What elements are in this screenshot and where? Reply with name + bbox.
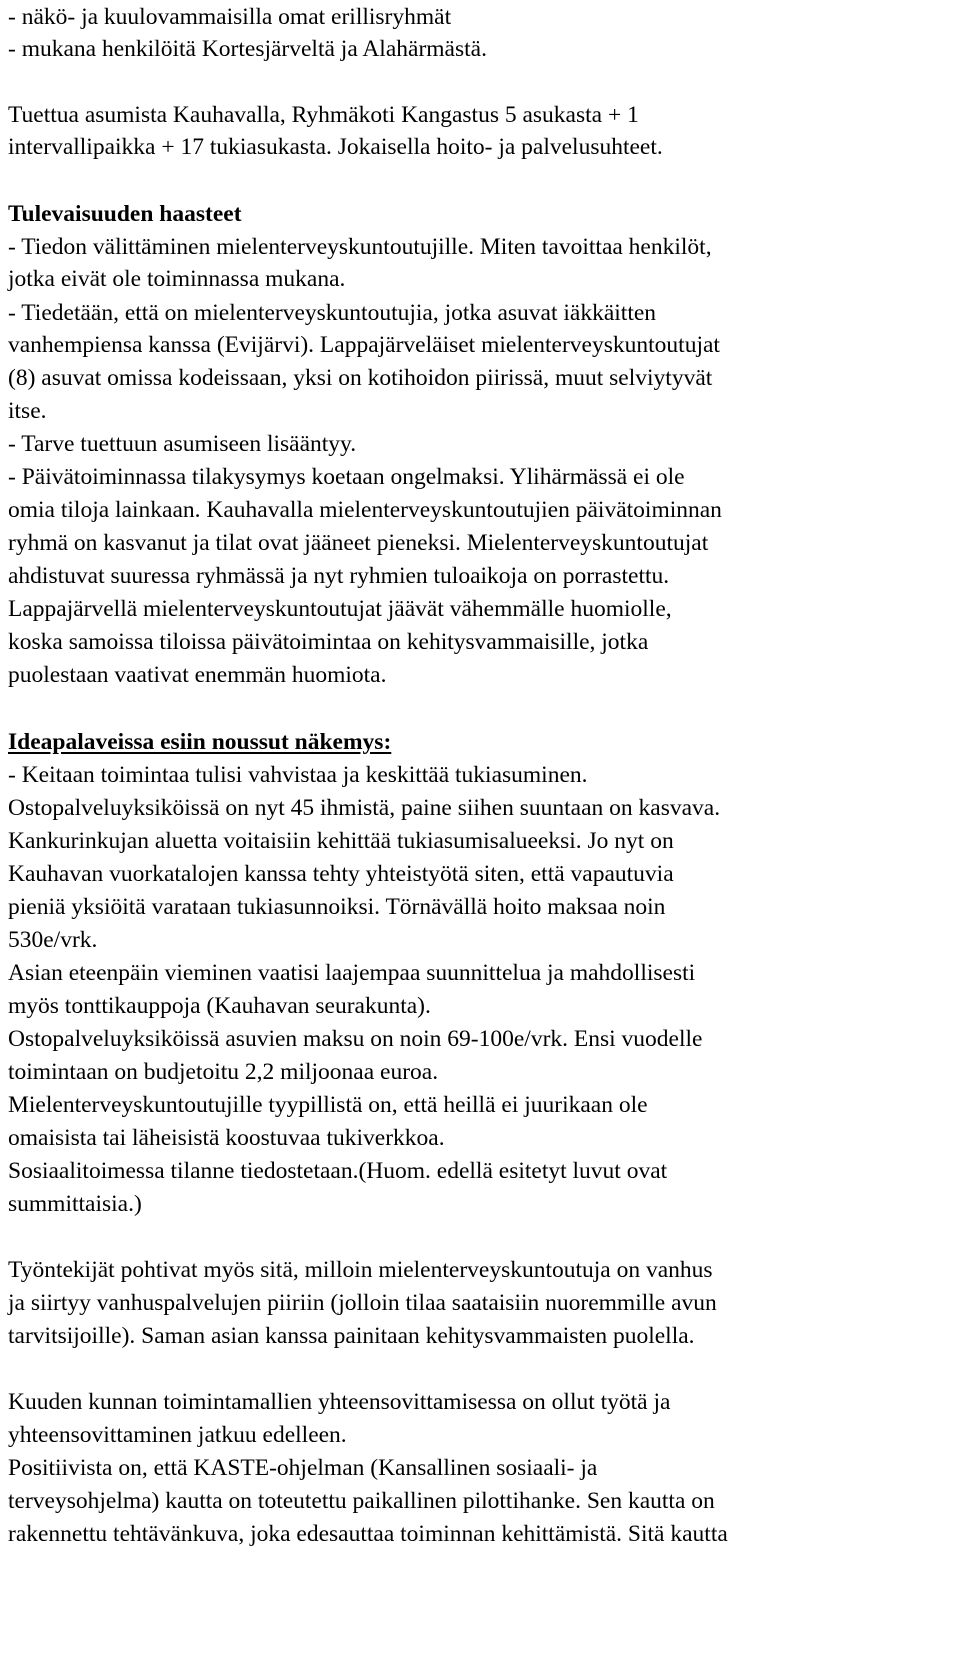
text-line: Asian eteenpäin vieminen vaatisi laajempaa suunnittelua ja mahdollisesti — [8, 960, 696, 986]
section-heading: Ideapalaveissa esiin noussut näkemys: — [8, 729, 392, 755]
text-line: Ostopalveluyksiköissä asuvien maksu on noin 69-100e/vrk. Ensi vuodelle — [8, 1026, 703, 1052]
text-line: - Päivätoiminnassa tilakysymys koetaan ongelmaksi. Ylihärmässä ei ole — [8, 464, 685, 490]
text-line: omaisista tai läheisistä koostuvaa tukiverkkoa. — [8, 1125, 445, 1151]
text-line: - mukana henkilöitä Kortesjärveltä ja Alahärmästä. — [8, 36, 487, 62]
text-line: tarvitsijoille). Saman asian kanssa painitaan kehitysvammaisten puolella. — [8, 1323, 695, 1349]
text-line: Lappajärvellä mielenterveyskuntoutujat jäävät vähemmälle huomiolle, — [8, 596, 672, 622]
text-line: koska samoissa tiloissa päivätoimintaa on kehitysvammaisille, jotka — [8, 629, 649, 655]
text-line: toimintaan on budjetoitu 2,2 miljoonaa euroa. — [8, 1059, 439, 1085]
text-line: omia tiloja lainkaan. Kauhavalla mielenterveyskuntoutujien päivätoiminnan — [8, 497, 722, 523]
text-line: summittaisia.) — [8, 1191, 142, 1217]
text-line: - Keitaan toimintaa tulisi vahvistaa ja keskittää tukiasuminen. — [8, 762, 588, 788]
text-line: pieniä yksiöitä varataan tukiasunnoiksi. Törnävällä hoito maksaa noin — [8, 894, 666, 920]
text-line: - näkö- ja kuulovammaisilla omat erillisryhmät — [8, 4, 452, 30]
text-line: terveysohjelma) kautta on toteutettu paikallinen pilottihanke. Sen kautta on — [8, 1488, 715, 1514]
text-line: jotka eivät ole toiminnassa mukana. — [8, 266, 346, 292]
text-line: rakennettu tehtävänkuva, joka edesauttaa toiminnan kehittämistä. Sitä kautta — [8, 1521, 728, 1547]
text-line: ja siirtyy vanhuspalvelujen piiriin (jolloin tilaa saataisiin nuoremmille avun — [8, 1290, 717, 1316]
text-line: 530e/vrk. — [8, 927, 98, 953]
text-line: vanhempiensa kanssa (Evijärvi). Lappajärveläiset mielenterveyskuntoutujat — [8, 332, 720, 358]
text-line: - Tiedon välittäminen mielenterveyskuntoutujille. Miten tavoittaa henkilöt, — [8, 234, 712, 260]
text-line: puolestaan vaativat enemmän huomiota. — [8, 662, 387, 688]
text-line: Sosiaalitoimessa tilanne tiedostetaan.(Huom. edellä esitetyt luvut ovat — [8, 1158, 668, 1184]
text-line: Kuuden kunnan toimintamallien yhteensovittamisessa on ollut työtä ja — [8, 1389, 671, 1415]
text-line: Ostopalveluyksiköissä on nyt 45 ihmistä, paine siihen suuntaan on kasvava. — [8, 795, 721, 821]
text-line: Kankurinkujan aluetta voitaisiin kehittää tukiasumisalueeksi. Jo nyt on — [8, 828, 674, 854]
text-line: ahdistuvat suuressa ryhmässä ja nyt ryhmien tuloaikoja on porrastettu. — [8, 563, 670, 589]
text-line: itse. — [8, 398, 47, 424]
text-line: Työntekijät pohtivat myös sitä, milloin mielenterveyskuntoutuja on vanhus — [8, 1257, 713, 1283]
text-line: - Tarve tuettuun asumiseen lisääntyy. — [8, 431, 357, 457]
section-heading: Tulevaisuuden haasteet — [8, 201, 242, 227]
text-line: Mielenterveyskuntoutujille tyypillistä on, että heillä ei juurikaan ole — [8, 1092, 648, 1118]
text-line: yhteensovittaminen jatkuu edelleen. — [8, 1422, 347, 1448]
text-line: ryhmä on kasvanut ja tilat ovat jääneet pieneksi. Mielenterveyskuntoutujat — [8, 530, 709, 556]
text-line: Kauhavan vuorkatalojen kanssa tehty yhteistyötä siten, että vapautuvia — [8, 861, 674, 887]
text-line: intervallipaikka + 17 tukiasukasta. Jokaisella hoito- ja palvelusuhteet. — [8, 134, 663, 160]
text-line: - Tiedetään, että on mielenterveyskuntoutujia, jotka asuvat iäkkäitten — [8, 300, 657, 326]
text-line: Tuettua asumista Kauhavalla, Ryhmäkoti Kangastus 5 asukasta + 1 — [8, 102, 639, 128]
text-line: (8) asuvat omissa kodeissaan, yksi on kotihoidon piirissä, muut selviytyvät — [8, 365, 713, 391]
text-line: myös tonttikauppoja (Kauhavan seurakunta). — [8, 993, 431, 1019]
text-line: Positiivista on, että KASTE-ohjelman (Kansallinen sosiaali- ja — [8, 1455, 598, 1481]
